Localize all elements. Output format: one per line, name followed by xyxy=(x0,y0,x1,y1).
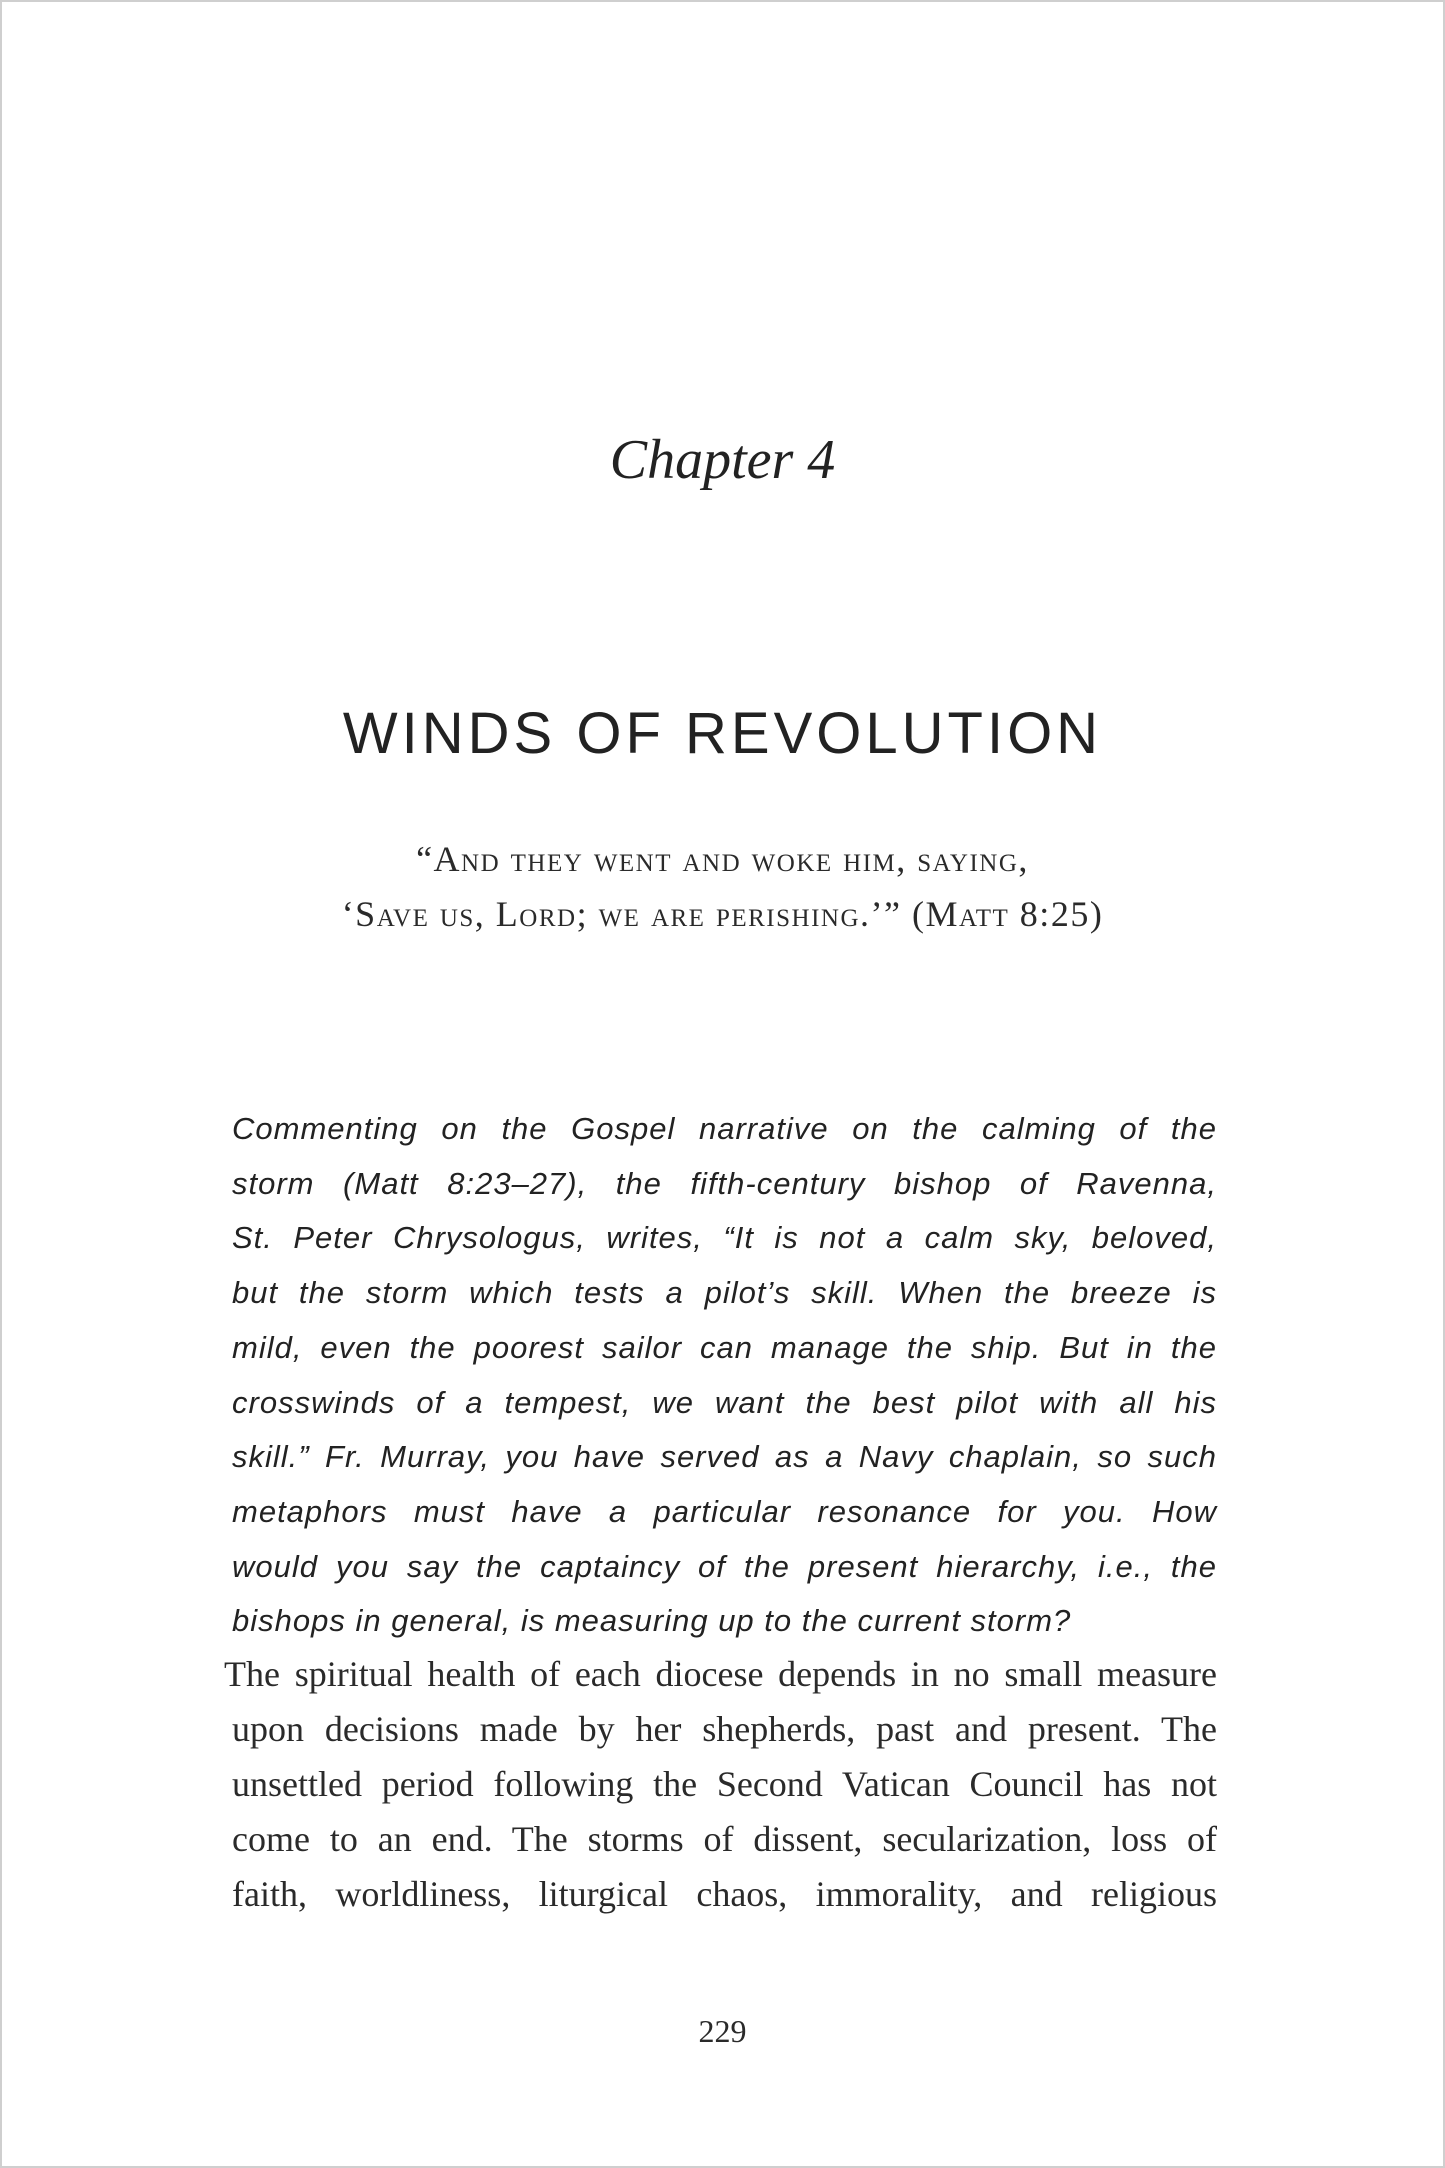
question-line: metaphors must have a particular resonance for you. How xyxy=(232,1493,1217,1529)
question-line: storm (Matt 8:23–27), the fifth-century bishop of Ravenna, xyxy=(232,1165,1217,1201)
answer-line: The spiritual health of each diocese depends in no small measure xyxy=(224,1654,1217,1694)
question-line: skill.” Fr. Murray, you have served as a Navy chaplain, so such xyxy=(232,1439,1217,1475)
interview-question xyxy=(232,1102,1217,1649)
question-line: but the storm which tests a pilot’s skill. When the breeze is xyxy=(232,1275,1217,1311)
interview-answer xyxy=(224,1647,1217,1922)
answer-line: unsettled period following the Second Vatican Council has not xyxy=(232,1764,1217,1804)
chapter-label: Chapter 4 xyxy=(609,429,836,491)
question-line: St. Peter Chrysologus, writes, “It is not a calm sky, beloved, xyxy=(232,1220,1217,1256)
chapter-title: WINDS OF REVOLUTION xyxy=(342,701,1103,766)
question-line: would you say the captaincy of the present hierarchy, i.e., the xyxy=(232,1548,1217,1584)
answer-line: upon decisions made by her shepherds, past and present. The xyxy=(232,1709,1217,1749)
answer-line: faith, worldliness, liturgical chaos, immorality, and religious xyxy=(232,1874,1217,1914)
question-line: mild, even the poorest sailor can manage the ship. But in the xyxy=(232,1329,1217,1365)
epigraph-line: “And they went and woke him, saying, xyxy=(416,839,1029,879)
answer-line: come to an end. The storms of dissent, secularization, loss of xyxy=(232,1819,1217,1859)
epigraph xyxy=(2,832,1443,942)
question-line: Commenting on the Gospel narrative on the calming of the xyxy=(232,1111,1217,1146)
question-line: bishops in general, is measuring up to the current storm? xyxy=(232,1603,1072,1639)
question-line: crosswinds of a tempest, we want the best pilot with all his xyxy=(232,1384,1217,1420)
page-number: 229 xyxy=(698,2013,747,2049)
epigraph-line: ‘Save us, Lord; we are perishing.’” (Matt 8:25) xyxy=(341,894,1104,934)
